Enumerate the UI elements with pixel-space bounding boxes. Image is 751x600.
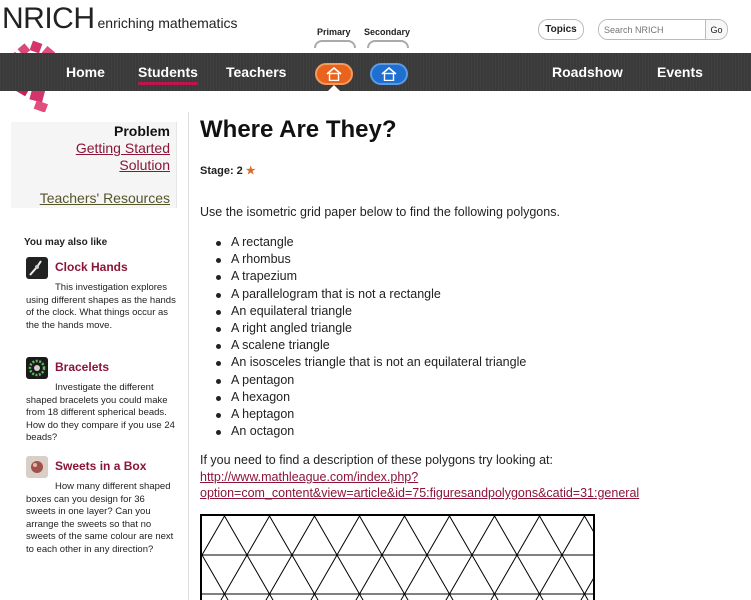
problem-nav-box xyxy=(11,122,177,208)
list-item: A trapezium xyxy=(216,268,526,285)
nav-pointer xyxy=(328,85,340,91)
stage-label: Stage: 2 xyxy=(200,164,243,177)
primary-home-button[interactable] xyxy=(315,63,353,85)
also-like-heading: You may also like xyxy=(24,237,108,248)
stage-indicator xyxy=(200,164,256,177)
main-nav xyxy=(0,53,751,91)
search-input[interactable] xyxy=(599,20,705,39)
list-item: An equilateral triangle xyxy=(216,303,526,320)
related-description: How many different shaped boxes can you design for 36 sweets in one layer? Can you arrange the sweets so that no sweets of the same colour are next to each other in any direction? xyxy=(26,481,174,555)
related-title[interactable]: Clock Hands xyxy=(55,260,128,274)
list-item: A rhombus xyxy=(216,251,526,268)
brand-tagline: enriching mathematics xyxy=(97,15,238,31)
tab-getting-started[interactable]: Getting Started xyxy=(75,140,170,156)
isometric-grid xyxy=(202,516,593,600)
page-title: Where Are They? xyxy=(200,116,397,143)
bracelets-thumbnail[interactable] xyxy=(26,357,48,379)
mathleague-link-line1: http://www.mathleague.com/index.php? xyxy=(200,470,419,484)
related-description: This investigation explores using different shapes as the hands of the clock. What things occur as the the hands move. xyxy=(26,282,176,331)
mathleague-link[interactable] xyxy=(200,469,700,501)
house-icon xyxy=(380,67,398,81)
list-item: A rectangle xyxy=(216,234,526,251)
list-item: A right angled triangle xyxy=(216,320,526,337)
nav-home[interactable]: Home xyxy=(66,64,105,80)
primary-arc xyxy=(314,40,356,48)
mathleague-link-line2: option=com_content&view=article&id=75:figuresandpolygons&catid=31:general xyxy=(200,486,640,500)
nav-events[interactable]: Events xyxy=(657,64,703,80)
secondary-arc xyxy=(367,40,409,48)
nav-teachers[interactable]: Teachers xyxy=(226,64,287,80)
related-description: Investigate the different shaped bracelets you could make from 18 different spherical beads. How do they compare if you use 24 beads? xyxy=(26,382,175,443)
topics-button[interactable]: Topics xyxy=(538,19,584,40)
polygon-list xyxy=(216,234,526,440)
search-box xyxy=(598,19,728,40)
intro-text: Use the isometric grid paper below to find the following polygons. xyxy=(200,205,560,219)
nav-roadshow[interactable]: Roadshow xyxy=(552,64,623,80)
search-go-button[interactable]: Go xyxy=(705,20,727,39)
clock-hands-thumbnail[interactable] xyxy=(26,257,48,279)
nav-students[interactable] xyxy=(138,53,198,91)
list-item: An isosceles triangle that is not an equilateral triangle xyxy=(216,354,526,371)
secondary-home-button[interactable] xyxy=(370,63,408,85)
nav-students-label: Students xyxy=(138,64,198,80)
description-text: If you need to find a description of these polygons try looking at: xyxy=(200,453,553,467)
brand-name: NRICH xyxy=(2,2,95,35)
brand[interactable] xyxy=(2,2,238,36)
sweets-in-a-box-thumbnail[interactable] xyxy=(26,456,48,478)
star-icon: ★ xyxy=(245,165,256,177)
sidebar-divider xyxy=(188,112,189,600)
related-title[interactable]: Bracelets xyxy=(55,360,110,374)
house-icon xyxy=(325,67,343,81)
list-item: A pentagon xyxy=(216,372,526,389)
secondary-label: Secondary xyxy=(364,27,411,37)
isometric-grid-image xyxy=(200,514,595,600)
nav-active-underline xyxy=(138,82,198,85)
list-item: A scalene triangle xyxy=(216,337,526,354)
related-title[interactable]: Sweets in a Box xyxy=(55,459,147,473)
list-item: A heptagon xyxy=(216,406,526,423)
list-item: A parallelogram that is not a rectangle xyxy=(216,286,526,303)
tab-problem[interactable]: Problem xyxy=(113,123,170,139)
list-item: A hexagon xyxy=(216,389,526,406)
primary-label: Primary xyxy=(317,27,351,37)
tab-solution[interactable]: Solution xyxy=(119,157,170,173)
tab-teachers-resources[interactable]: Teachers' Resources xyxy=(39,190,170,206)
list-item: An octagon xyxy=(216,423,526,440)
